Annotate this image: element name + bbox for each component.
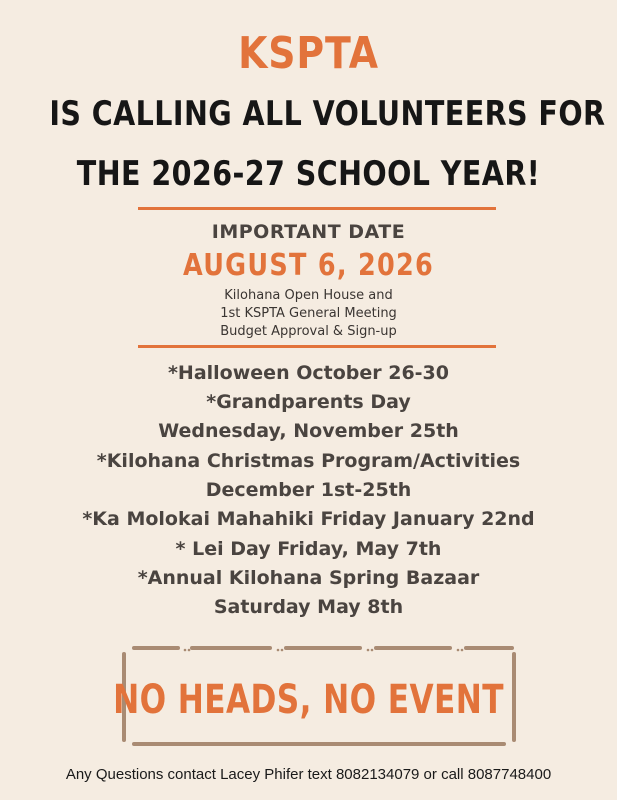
event-line: * Lei Day Friday, May 7th	[175, 538, 442, 560]
org-title: KSPTA	[238, 28, 379, 79]
important-date-label: IMPORTANT DATE	[211, 221, 406, 243]
banner-text: NO HEADS, NO EVENT	[113, 677, 504, 723]
event-line: Saturday May 8th	[213, 596, 404, 618]
event-line: December 1st-25th	[205, 479, 412, 501]
event-line: Wednesday, November 25th	[158, 420, 459, 442]
event-line: *Ka Molokai Mahahiki Friday January 22nd	[82, 508, 535, 530]
important-note: 1st KSPTA General Meeting	[220, 306, 397, 321]
important-note: Budget Approval & Sign-up	[220, 324, 397, 339]
contact-line: Any Questions contact Lacey Phifer text 8082134079 or call 8087748400	[65, 766, 552, 783]
event-line: *Grandparents Day	[206, 391, 411, 413]
headline-line-2: THE 2026-27 SCHOOL YEAR!	[76, 154, 541, 194]
divider-top	[138, 207, 496, 210]
headline-line-1: IS CALLING ALL VOLUNTEERS FOR	[49, 94, 606, 134]
important-note: Kilohana Open House and	[224, 288, 393, 303]
important-date: AUGUST 6, 2026	[182, 248, 435, 283]
event-line: *Annual Kilohana Spring Bazaar	[137, 567, 480, 589]
event-line: *Halloween October 26-30	[168, 362, 449, 384]
event-line: *Kilohana Christmas Program/Activities	[96, 450, 521, 472]
divider-bottom	[138, 345, 496, 348]
